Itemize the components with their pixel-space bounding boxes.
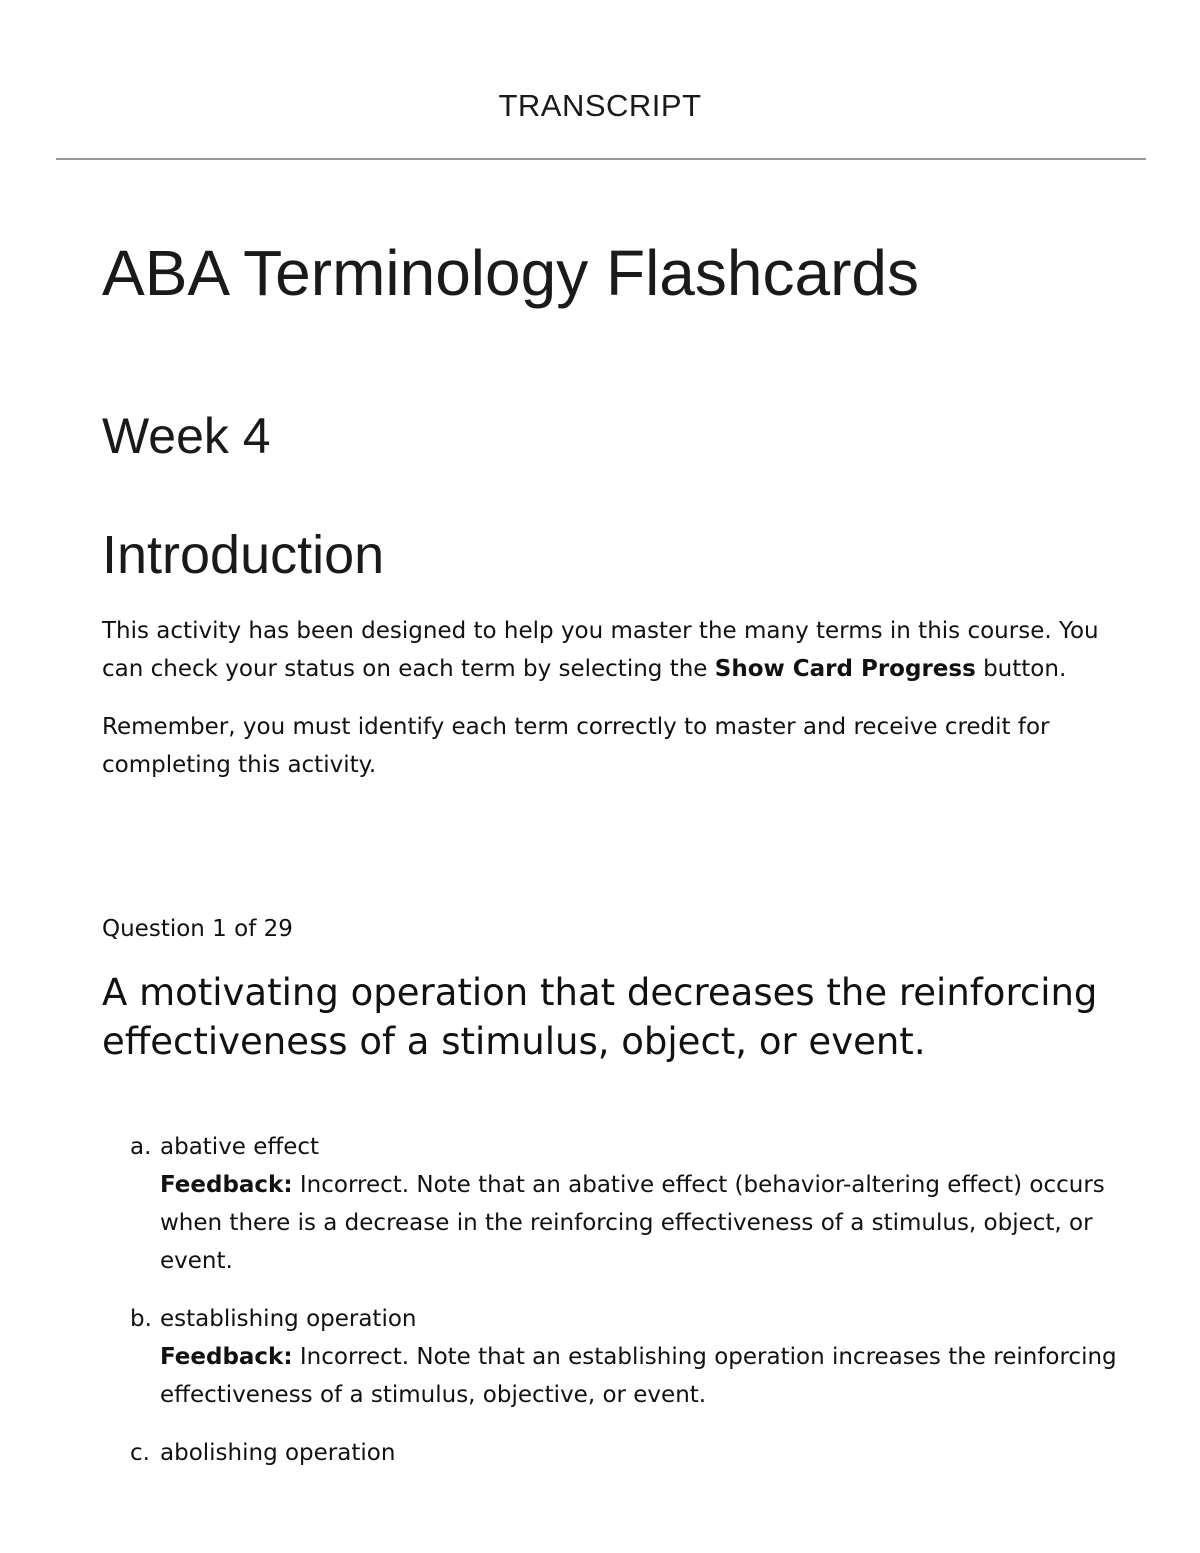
feedback-text: Incorrect. Note that an establishing operation increases the reinforcing effectiveness of a stimulus, objective, or event. (160, 1344, 1117, 1408)
header-divider (56, 158, 1146, 160)
document-title: ABA Terminology Flashcards (102, 237, 919, 309)
introduction-paragraph-1 (102, 612, 1102, 688)
option-text: abative effect (160, 1134, 320, 1160)
show-card-progress-label: Show Card Progress (714, 656, 976, 682)
introduction-body (102, 612, 1102, 804)
answer-option-c (130, 1434, 1120, 1472)
introduction-heading: Introduction (102, 525, 385, 585)
intro-text-after: button. (975, 656, 1067, 682)
option-letter: b. (130, 1306, 152, 1332)
feedback-label: Feedback: (160, 1172, 293, 1198)
answer-options (130, 1128, 1120, 1492)
option-letter: c. (130, 1440, 150, 1466)
answer-option-a (130, 1128, 1120, 1280)
intro-text-before: This activity has been designed to help you master the many terms in this course. You can check your status on each term by selecting the (102, 618, 1099, 682)
option-letter: a. (130, 1134, 152, 1160)
question-prompt: A motivating operation that decreases the reinforcing effectiveness of a stimulus, object, or event. (102, 971, 1098, 1063)
question-counter: Question 1 of 29 (102, 916, 293, 942)
option-feedback (160, 1338, 1120, 1414)
option-text: establishing operation (160, 1306, 417, 1332)
introduction-paragraph-2: Remember, you must identify each term correctly to master and receive credit for completing this activity. (102, 714, 1050, 778)
document-subtitle: Week 4 (102, 408, 271, 464)
feedback-text: Incorrect. Note that an abative effect (behavior-altering effect) occurs when there is a decrease in the reinforcing effectiveness of a stimulus, object, or event. (160, 1172, 1105, 1274)
option-feedback (160, 1166, 1120, 1280)
option-text: abolishing operation (160, 1440, 396, 1466)
transcript-header: TRANSCRIPT (498, 88, 702, 123)
answer-option-b (130, 1300, 1120, 1414)
feedback-label: Feedback: (160, 1344, 293, 1370)
